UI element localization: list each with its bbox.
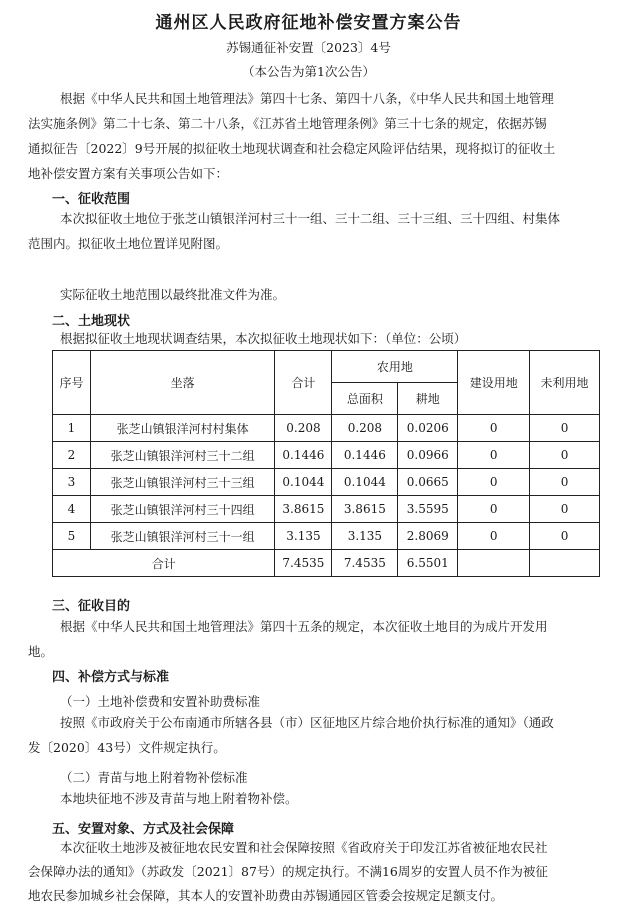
table-row: 2 张芝山镇银洋河村三十二组 0.1446 0.1446 0.0966 0 0 [53, 442, 600, 469]
table-row: 1 张芝山镇银洋河村村集体 0.208 0.208 0.0206 0 0 [53, 415, 600, 442]
table-sum-row: 合计 7.4535 7.4535 6.5501 [53, 550, 600, 577]
section-1-paragraph: 本次拟征收土地位于张芝山镇银洋河村三十一组、三十二组、三十三组、三十四组、村集体 范围内。拟征收土地位置详见附图。 [28, 211, 561, 251]
section-2-intro: 根据拟征收土地现状调查结果，本次拟征收土地现状如下：（单位：公顷） [60, 331, 467, 346]
document-number: 苏锡通征补安置〔2023〕4号 [226, 40, 391, 55]
section-5-heading: 五、安置对象、方式及社会保障 [52, 822, 235, 837]
section-3-paragraph: 根据《中华人民共和国土地管理法》第四十五条的规定，本次征收土地目的为成片开发用 地。 [28, 619, 548, 659]
header-unused: 未利用地 [530, 351, 600, 415]
header-total: 合计 [275, 351, 332, 415]
section-3-heading: 三、征收目的 [52, 599, 131, 614]
land-status-table [52, 350, 600, 577]
table-header-row [53, 351, 600, 383]
table-row: 4 张芝山镇银洋河村三十四组 3.8615 3.8615 3.5595 0 0 [53, 496, 600, 523]
header-farm-arable: 耕地 [398, 383, 458, 415]
notice-title: 通州区人民政府征地补偿安置方案公告 [155, 13, 462, 33]
section-4-sub-1: （一）土地补偿费和安置补助费标准 [60, 694, 261, 709]
section-4-sub-2: （二）青苗与地上附着物补偿标准 [60, 770, 248, 785]
section-4-paragraph-1: 按照《市政府关于公布南通市所辖各县（市）区征地区片综合地价执行标准的通知》（通政 发〔2020〕43号）文件规定执行。 [28, 715, 554, 755]
header-seq: 序号 [53, 351, 91, 415]
header-farm: 农用地 [332, 351, 458, 383]
header-construction: 建设用地 [458, 351, 530, 415]
intro-paragraph: 根据《中华人民共和国土地管理法》第四十七条、第四十八条，《中华人民共和国土地管理 法实施条例》第二十七条、第二十八条，《江苏省土地管理条例》第三十七条的规定，依据苏锡 通拟征告〔2022〕9号开展的拟征收土地现状调查和社会稳定风险评估结果，现将拟订的征收土 地补偿安置方案有关事项公告如下： [28, 91, 556, 181]
notice-count: （本公告为第1次公告） [242, 64, 375, 79]
table-row: 3 张芝山镇银洋河村三十三组 0.1044 0.1044 0.0665 0 0 [53, 469, 600, 496]
section-5-paragraph: 本次征收土地涉及被征地农民安置和社会保障按照《省政府关于印发江苏省被征地农民社 会保障办法的通知》（苏政发〔2021〕87号）的规定执行。不满16周岁的安置人员不作为被征 地农民参加城乡社会保障，其本人的安置补助费由苏锡通园区管委会按规定足额支付。 [28, 840, 548, 903]
section-4-paragraph-2: 本地块征地不涉及青苗与地上附着物补偿。 [60, 791, 298, 806]
section-1-note: 实际征收土地范围以最终批准文件为准。 [60, 287, 286, 302]
header-farm-total: 总面积 [332, 383, 398, 415]
section-2-heading: 二、土地现状 [52, 314, 131, 329]
section-1-heading: 一、征收范围 [52, 192, 131, 207]
section-4-heading: 四、补偿方式与标准 [52, 670, 170, 685]
header-location: 坐落 [90, 351, 275, 415]
table-row: 5 张芝山镇银洋河村三十一组 3.135 3.135 2.8069 0 0 [53, 523, 600, 550]
